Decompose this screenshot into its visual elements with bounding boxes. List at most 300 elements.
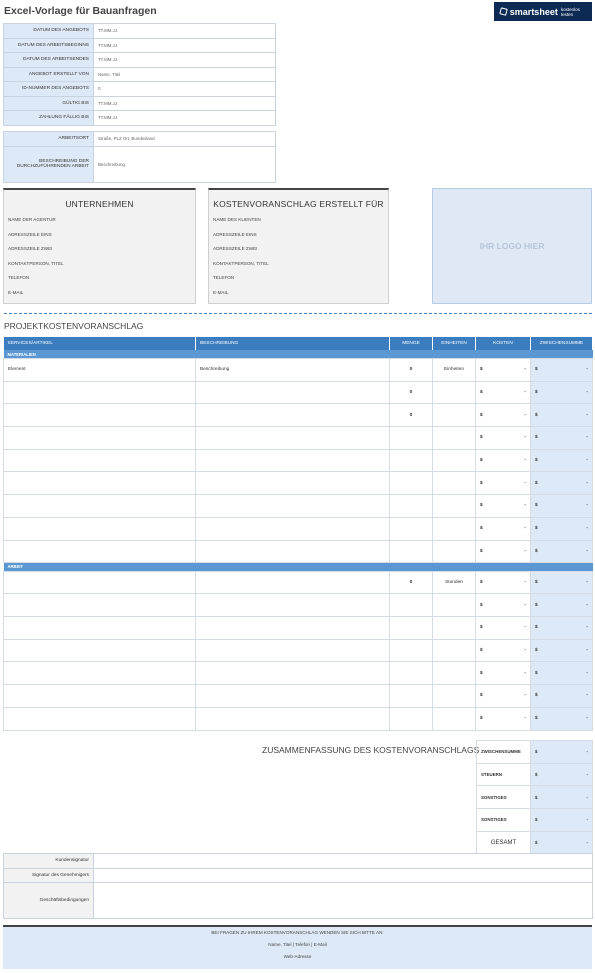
quantity-cell[interactable]	[390, 472, 433, 495]
amount-dash: -	[586, 367, 588, 373]
summary-row	[477, 809, 593, 832]
cost-cell[interactable]	[476, 472, 531, 495]
quantity-cell[interactable]: 0	[390, 359, 433, 382]
company-line[interactable]: E-MAIL	[8, 289, 24, 295]
quantity-cell[interactable]	[390, 427, 433, 450]
unit-cell[interactable]	[433, 594, 476, 617]
currency-symbol: $	[535, 772, 538, 778]
currency-symbol: $	[535, 503, 538, 509]
currency-symbol: $	[535, 435, 538, 441]
money-value	[535, 549, 588, 554]
summary-label: STEUERN	[477, 763, 531, 786]
info-value[interactable]: TT.MM.JJ	[94, 38, 276, 53]
currency-symbol: $	[480, 670, 483, 676]
item-cell[interactable]	[4, 639, 196, 662]
money-value	[535, 671, 588, 676]
money-value	[535, 749, 588, 754]
currency-symbol: $	[480, 412, 483, 418]
subtotal-cell[interactable]	[531, 571, 593, 594]
cost-cell[interactable]	[531, 809, 593, 832]
info-value[interactable]: TT.MM.JJ	[94, 96, 276, 111]
currency-symbol: $	[535, 580, 538, 586]
unit-cell[interactable]	[433, 662, 476, 685]
info-label: ZAHLUNG FÄLLIG BIS	[4, 111, 94, 126]
summary-row	[477, 763, 593, 786]
info-value[interactable]: Name, Titel	[94, 67, 276, 82]
table-row	[4, 617, 593, 640]
amount-dash: -	[524, 503, 526, 509]
section-divider	[4, 313, 592, 314]
work-desc-label	[4, 146, 94, 182]
table-row	[4, 495, 593, 518]
customer-signature-label: Kundensignatur	[4, 854, 94, 869]
amount-dash: -	[524, 580, 526, 586]
unit-cell[interactable]	[433, 381, 476, 404]
quantity-cell[interactable]	[390, 449, 433, 472]
description-cell[interactable]	[196, 685, 390, 708]
terms-field[interactable]	[94, 883, 593, 919]
table-row	[4, 685, 593, 708]
amount-dash: -	[524, 602, 526, 608]
client-line[interactable]: ADRESSZEILE ZWEI	[213, 246, 258, 251]
unit-cell[interactable]	[433, 472, 476, 495]
unit-cell[interactable]: Stunden	[433, 571, 476, 594]
money-value	[480, 526, 526, 531]
money-value	[535, 716, 588, 721]
quantity-cell[interactable]	[390, 662, 433, 685]
currency-symbol: $	[480, 480, 483, 486]
currency-symbol: $	[480, 580, 483, 586]
subtotal-cell[interactable]	[531, 685, 593, 708]
cost-cell[interactable]	[476, 662, 531, 685]
description-cell[interactable]	[196, 427, 390, 450]
currency-symbol: $	[480, 458, 483, 464]
info-label: DATUM DES ARBEITSBEGINNS	[4, 38, 94, 53]
money-value	[535, 580, 588, 585]
currency-symbol: $	[480, 526, 483, 532]
cost-cell[interactable]	[531, 786, 593, 809]
quantity-cell[interactable]	[390, 617, 433, 640]
unit-cell[interactable]	[433, 685, 476, 708]
column-header: ZWISCHENSUMME	[531, 337, 593, 350]
subtotal-cell[interactable]	[531, 517, 593, 540]
item-cell[interactable]	[4, 662, 196, 685]
subtotal-cell[interactable]	[531, 707, 593, 730]
amount-dash: -	[586, 772, 588, 778]
table-row	[4, 517, 593, 540]
cost-cell[interactable]	[476, 617, 531, 640]
money-value	[480, 716, 526, 721]
company-panel	[3, 188, 196, 304]
item-cell[interactable]	[4, 495, 196, 518]
description-cell[interactable]	[196, 707, 390, 730]
amount-dash: -	[524, 716, 526, 722]
amount-dash: -	[586, 480, 588, 486]
currency-symbol: $	[535, 458, 538, 464]
materials-category-row	[4, 350, 593, 359]
currency-symbol: $	[480, 503, 483, 509]
currency-symbol: $	[535, 367, 538, 373]
unit-cell[interactable]	[433, 707, 476, 730]
company-line[interactable]: TELEFON	[8, 275, 30, 280]
table-row	[4, 707, 593, 730]
money-value	[480, 648, 526, 653]
cost-cell[interactable]	[476, 517, 531, 540]
signature-table	[3, 853, 593, 919]
description-cell[interactable]	[196, 617, 390, 640]
subtotal-cell[interactable]	[531, 540, 593, 563]
quantity-cell[interactable]: 0	[390, 404, 433, 427]
company-line[interactable]: KONTAKTPERSON, TITEL	[8, 260, 64, 266]
description-cell[interactable]	[196, 639, 390, 662]
money-value	[480, 390, 526, 395]
client-line[interactable]: TELEFON	[213, 275, 235, 280]
work-location-label: ARBEITSORT	[4, 132, 94, 147]
cost-cell[interactable]	[531, 741, 593, 764]
unit-cell[interactable]	[433, 617, 476, 640]
cost-cell[interactable]	[476, 639, 531, 662]
client-heading: KOSTENVORANSCHLAG ERSTELLT FÜR	[213, 199, 384, 209]
money-value	[535, 817, 588, 822]
item-cell[interactable]	[4, 707, 196, 730]
currency-symbol: $	[535, 817, 538, 823]
company-heading: UNTERNEHMEN	[65, 199, 134, 209]
money-value	[480, 481, 526, 486]
amount-dash: -	[586, 625, 588, 631]
table-row	[4, 427, 593, 450]
money-value	[535, 458, 588, 463]
summary-title: ZUSAMMENFASSUNG DES KOSTENVORANSCHLAGS	[262, 745, 480, 755]
subtotal-cell[interactable]	[531, 495, 593, 518]
work-desc-value[interactable]: Beschreibung	[94, 146, 276, 182]
table-row	[4, 639, 593, 662]
amount-dash: -	[524, 412, 526, 418]
badge-logo-text: smartsheet	[509, 6, 558, 17]
table-row	[4, 571, 593, 594]
description-cell[interactable]	[196, 571, 390, 594]
subtotal-cell[interactable]	[531, 359, 593, 382]
amount-dash: -	[524, 625, 526, 631]
amount-dash: -	[524, 480, 526, 486]
quantity-cell[interactable]	[390, 517, 433, 540]
info-value[interactable]: TT.MM.JJ	[94, 24, 276, 39]
info-label: GÜLTIG BIS	[4, 96, 94, 111]
item-cell[interactable]	[4, 594, 196, 617]
amount-dash: -	[524, 367, 526, 373]
amount-dash: -	[586, 794, 588, 800]
client-line[interactable]: E-MAIL	[213, 289, 229, 295]
money-value	[480, 549, 526, 554]
cost-cell[interactable]	[476, 540, 531, 563]
quantity-cell[interactable]	[390, 594, 433, 617]
currency-symbol: $	[480, 716, 483, 722]
currency-symbol: $	[535, 840, 538, 846]
table-row	[4, 449, 593, 472]
quote-info-table	[3, 23, 276, 126]
footer-line1: BEI FRAGEN ZU IHREM KOSTENVORANSCHLAG WENDEN SIE SICH BITTE AN:	[211, 930, 384, 935]
subtotal-cell[interactable]	[531, 662, 593, 685]
company-line[interactable]: NAME DER AGENTUR	[8, 217, 56, 222]
money-value	[480, 413, 526, 418]
info-label: DATUM DES ARBEITSENDES	[4, 53, 94, 68]
description-cell[interactable]	[196, 472, 390, 495]
money-value	[535, 772, 588, 777]
amount-dash: -	[524, 693, 526, 699]
item-cell[interactable]	[4, 517, 196, 540]
cost-cell[interactable]	[476, 427, 531, 450]
currency-symbol: $	[480, 648, 483, 654]
cost-cell[interactable]	[476, 449, 531, 472]
summary-row	[477, 741, 593, 764]
currency-symbol: $	[535, 390, 538, 396]
amount-dash: -	[586, 458, 588, 464]
item-cell[interactable]	[4, 617, 196, 640]
summary-total-row	[477, 831, 593, 854]
description-cell[interactable]: Beschreibung	[196, 359, 390, 382]
cost-cell[interactable]	[476, 571, 531, 594]
subtotal-cell[interactable]	[531, 449, 593, 472]
quantity-cell[interactable]: 0	[390, 381, 433, 404]
smartsheet-logo-icon	[499, 7, 507, 16]
table-row	[4, 472, 593, 495]
currency-symbol: $	[535, 670, 538, 676]
item-cell[interactable]	[4, 472, 196, 495]
cost-cell[interactable]	[476, 359, 531, 382]
client-line[interactable]: ADRESSZEILE EINS	[213, 231, 257, 237]
category-label: ARBEIT	[4, 563, 593, 572]
item-cell[interactable]	[4, 449, 196, 472]
client-line[interactable]: NAME DES KLIENTEN	[213, 217, 261, 222]
labor-category-row	[4, 563, 593, 572]
subtotal-cell[interactable]	[531, 639, 593, 662]
money-value	[480, 603, 526, 608]
currency-symbol: $	[480, 602, 483, 608]
description-cell[interactable]	[196, 594, 390, 617]
item-cell[interactable]: Element	[4, 359, 196, 382]
unit-cell[interactable]	[433, 639, 476, 662]
logo-placeholder[interactable]: IHR LOGO HIER	[432, 188, 592, 304]
cost-cell[interactable]	[476, 381, 531, 404]
money-value	[480, 367, 526, 372]
table-row	[4, 594, 593, 617]
table-row	[4, 540, 593, 563]
amount-dash: -	[524, 390, 526, 396]
description-cell[interactable]	[196, 540, 390, 563]
unit-cell[interactable]: Einheiten	[433, 359, 476, 382]
amount-dash: -	[586, 503, 588, 509]
work-desc-label-line2: DURCHZUFÜHRENDEN ARBEIT	[16, 164, 89, 169]
table-row	[4, 381, 593, 404]
description-cell[interactable]	[196, 404, 390, 427]
currency-symbol: $	[535, 526, 538, 532]
amount-dash: -	[586, 435, 588, 441]
item-cell[interactable]	[4, 685, 196, 708]
work-info-table	[3, 131, 276, 183]
smartsheet-trial-button[interactable]	[494, 2, 592, 21]
money-value	[535, 840, 588, 845]
amount-dash: -	[586, 817, 588, 823]
description-cell[interactable]	[196, 381, 390, 404]
subtotal-cell[interactable]	[531, 594, 593, 617]
unit-cell[interactable]	[433, 517, 476, 540]
subtotal-cell[interactable]	[531, 381, 593, 404]
client-line[interactable]: KONTAKTPERSON, TITEL	[213, 260, 269, 266]
currency-symbol: $	[480, 367, 483, 373]
amount-dash: -	[586, 670, 588, 676]
money-value	[535, 795, 588, 800]
amount-dash: -	[524, 458, 526, 464]
amount-dash: -	[586, 648, 588, 654]
info-label: ANGEBOT ERSTELLT VON	[4, 67, 94, 82]
currency-symbol: $	[535, 548, 538, 554]
amount-dash: -	[586, 602, 588, 608]
money-value	[535, 503, 588, 508]
description-cell[interactable]	[196, 662, 390, 685]
description-cell[interactable]	[196, 517, 390, 540]
footer-contact: Name, Titel | Telefon | E-Mail	[268, 942, 327, 947]
cost-cell[interactable]	[476, 404, 531, 427]
total-label: GESAMT	[477, 831, 531, 854]
summary-label: SONSTIGES	[477, 809, 531, 832]
summary-table	[476, 740, 593, 854]
client-panel	[208, 188, 389, 304]
amount-dash: -	[524, 548, 526, 554]
money-value	[535, 481, 588, 486]
category-label: MATERIALIEN	[4, 350, 593, 359]
amount-dash: -	[524, 670, 526, 676]
approver-signature-label: Signatur des Genehmigers	[4, 868, 94, 883]
quantity-cell[interactable]: 0	[390, 571, 433, 594]
money-value	[535, 625, 588, 630]
subtotal-cell[interactable]	[531, 427, 593, 450]
currency-symbol: $	[535, 648, 538, 654]
unit-cell[interactable]	[433, 404, 476, 427]
quantity-cell[interactable]	[390, 540, 433, 563]
amount-dash: -	[586, 390, 588, 396]
item-cell[interactable]	[4, 381, 196, 404]
quantity-cell[interactable]	[390, 495, 433, 518]
column-header: SERVICES/ARTIKEL	[4, 337, 196, 350]
currency-symbol: $	[535, 693, 538, 699]
summary-label: ZWISCHENSUMME	[477, 741, 531, 764]
company-line[interactable]: ADRESSZEILE ZWEI	[8, 246, 53, 251]
amount-dash: -	[586, 412, 588, 418]
info-value[interactable]: TT.MM.JJ	[94, 53, 276, 68]
money-value	[480, 693, 526, 698]
approver-signature-field[interactable]	[94, 868, 593, 883]
currency-symbol: $	[535, 412, 538, 418]
table-row	[4, 662, 593, 685]
description-cell[interactable]	[196, 495, 390, 518]
terms-label: Geschäftsbedingungen	[4, 883, 94, 919]
money-value	[480, 671, 526, 676]
money-value	[480, 625, 526, 630]
footer	[3, 925, 592, 969]
column-header: BESCHREIBUNG	[196, 337, 390, 350]
column-header: MENGE	[390, 337, 433, 350]
money-value	[535, 603, 588, 608]
money-value	[535, 693, 588, 698]
subtotal-cell[interactable]	[531, 617, 593, 640]
currency-symbol: $	[535, 602, 538, 608]
currency-symbol: $	[535, 625, 538, 631]
currency-symbol: $	[535, 480, 538, 486]
currency-symbol: $	[535, 749, 538, 755]
money-value	[535, 526, 588, 531]
page-title: Excel-Vorlage für Bauanfragen	[4, 5, 157, 17]
info-label: DATUM DES ANGEBOTS	[4, 24, 94, 39]
info-value[interactable]: 0	[94, 82, 276, 97]
money-value	[480, 580, 526, 585]
cost-cell[interactable]	[531, 831, 593, 854]
currency-symbol: $	[535, 716, 538, 722]
amount-dash: -	[586, 749, 588, 755]
table-row	[4, 404, 593, 427]
item-cell[interactable]	[4, 404, 196, 427]
column-header: KOSTEN	[476, 337, 531, 350]
amount-dash: -	[524, 526, 526, 532]
customer-signature-field[interactable]	[94, 854, 593, 869]
footer-web: Web-Adresse	[283, 954, 312, 959]
work-desc-label-line1: BESCHREIBUNG DER	[39, 159, 89, 164]
work-location-value[interactable]: Straße, PLZ Ort, Bundesland	[94, 132, 276, 147]
currency-symbol: $	[480, 693, 483, 699]
quantity-cell[interactable]	[390, 639, 433, 662]
cost-cell[interactable]	[531, 763, 593, 786]
unit-cell[interactable]	[433, 495, 476, 518]
quantity-cell[interactable]	[390, 707, 433, 730]
cost-cell[interactable]	[476, 707, 531, 730]
amount-dash: -	[586, 716, 588, 722]
info-value[interactable]: TT.MM.JJ	[94, 111, 276, 126]
cost-cell[interactable]	[476, 685, 531, 708]
column-header: EINHEITEN	[433, 337, 476, 350]
badge-cta-text: kostenlos testen	[560, 6, 580, 17]
unit-cell[interactable]	[433, 540, 476, 563]
currency-symbol: $	[480, 435, 483, 441]
quantity-cell[interactable]	[390, 685, 433, 708]
amount-dash: -	[586, 548, 588, 554]
currency-symbol: $	[480, 625, 483, 631]
currency-symbol: $	[535, 794, 538, 800]
subtotal-cell[interactable]	[531, 404, 593, 427]
description-cell[interactable]	[196, 449, 390, 472]
unit-cell[interactable]	[433, 427, 476, 450]
amount-dash: -	[524, 648, 526, 654]
info-label: ID-NUMMER DES ANGEBOTS	[4, 82, 94, 97]
amount-dash: -	[586, 840, 588, 846]
money-value	[480, 458, 526, 463]
money-value	[535, 390, 588, 395]
money-value	[535, 648, 588, 653]
cost-cell[interactable]	[476, 495, 531, 518]
summary-label: SONSTIGES	[477, 786, 531, 809]
item-cell[interactable]	[4, 571, 196, 594]
company-line[interactable]: ADRESSZEILE EINS	[8, 231, 52, 237]
subtotal-cell[interactable]	[531, 472, 593, 495]
amount-dash: -	[524, 435, 526, 441]
item-cell[interactable]	[4, 540, 196, 563]
item-cell[interactable]	[4, 427, 196, 450]
unit-cell[interactable]	[433, 449, 476, 472]
currency-symbol: $	[480, 548, 483, 554]
money-value	[535, 413, 588, 418]
amount-dash: -	[586, 693, 588, 699]
table-row	[4, 359, 593, 382]
section-title: PROJEKTKOSTENVORANSCHLAG	[4, 321, 144, 331]
money-value	[480, 435, 526, 440]
cost-cell[interactable]	[476, 594, 531, 617]
